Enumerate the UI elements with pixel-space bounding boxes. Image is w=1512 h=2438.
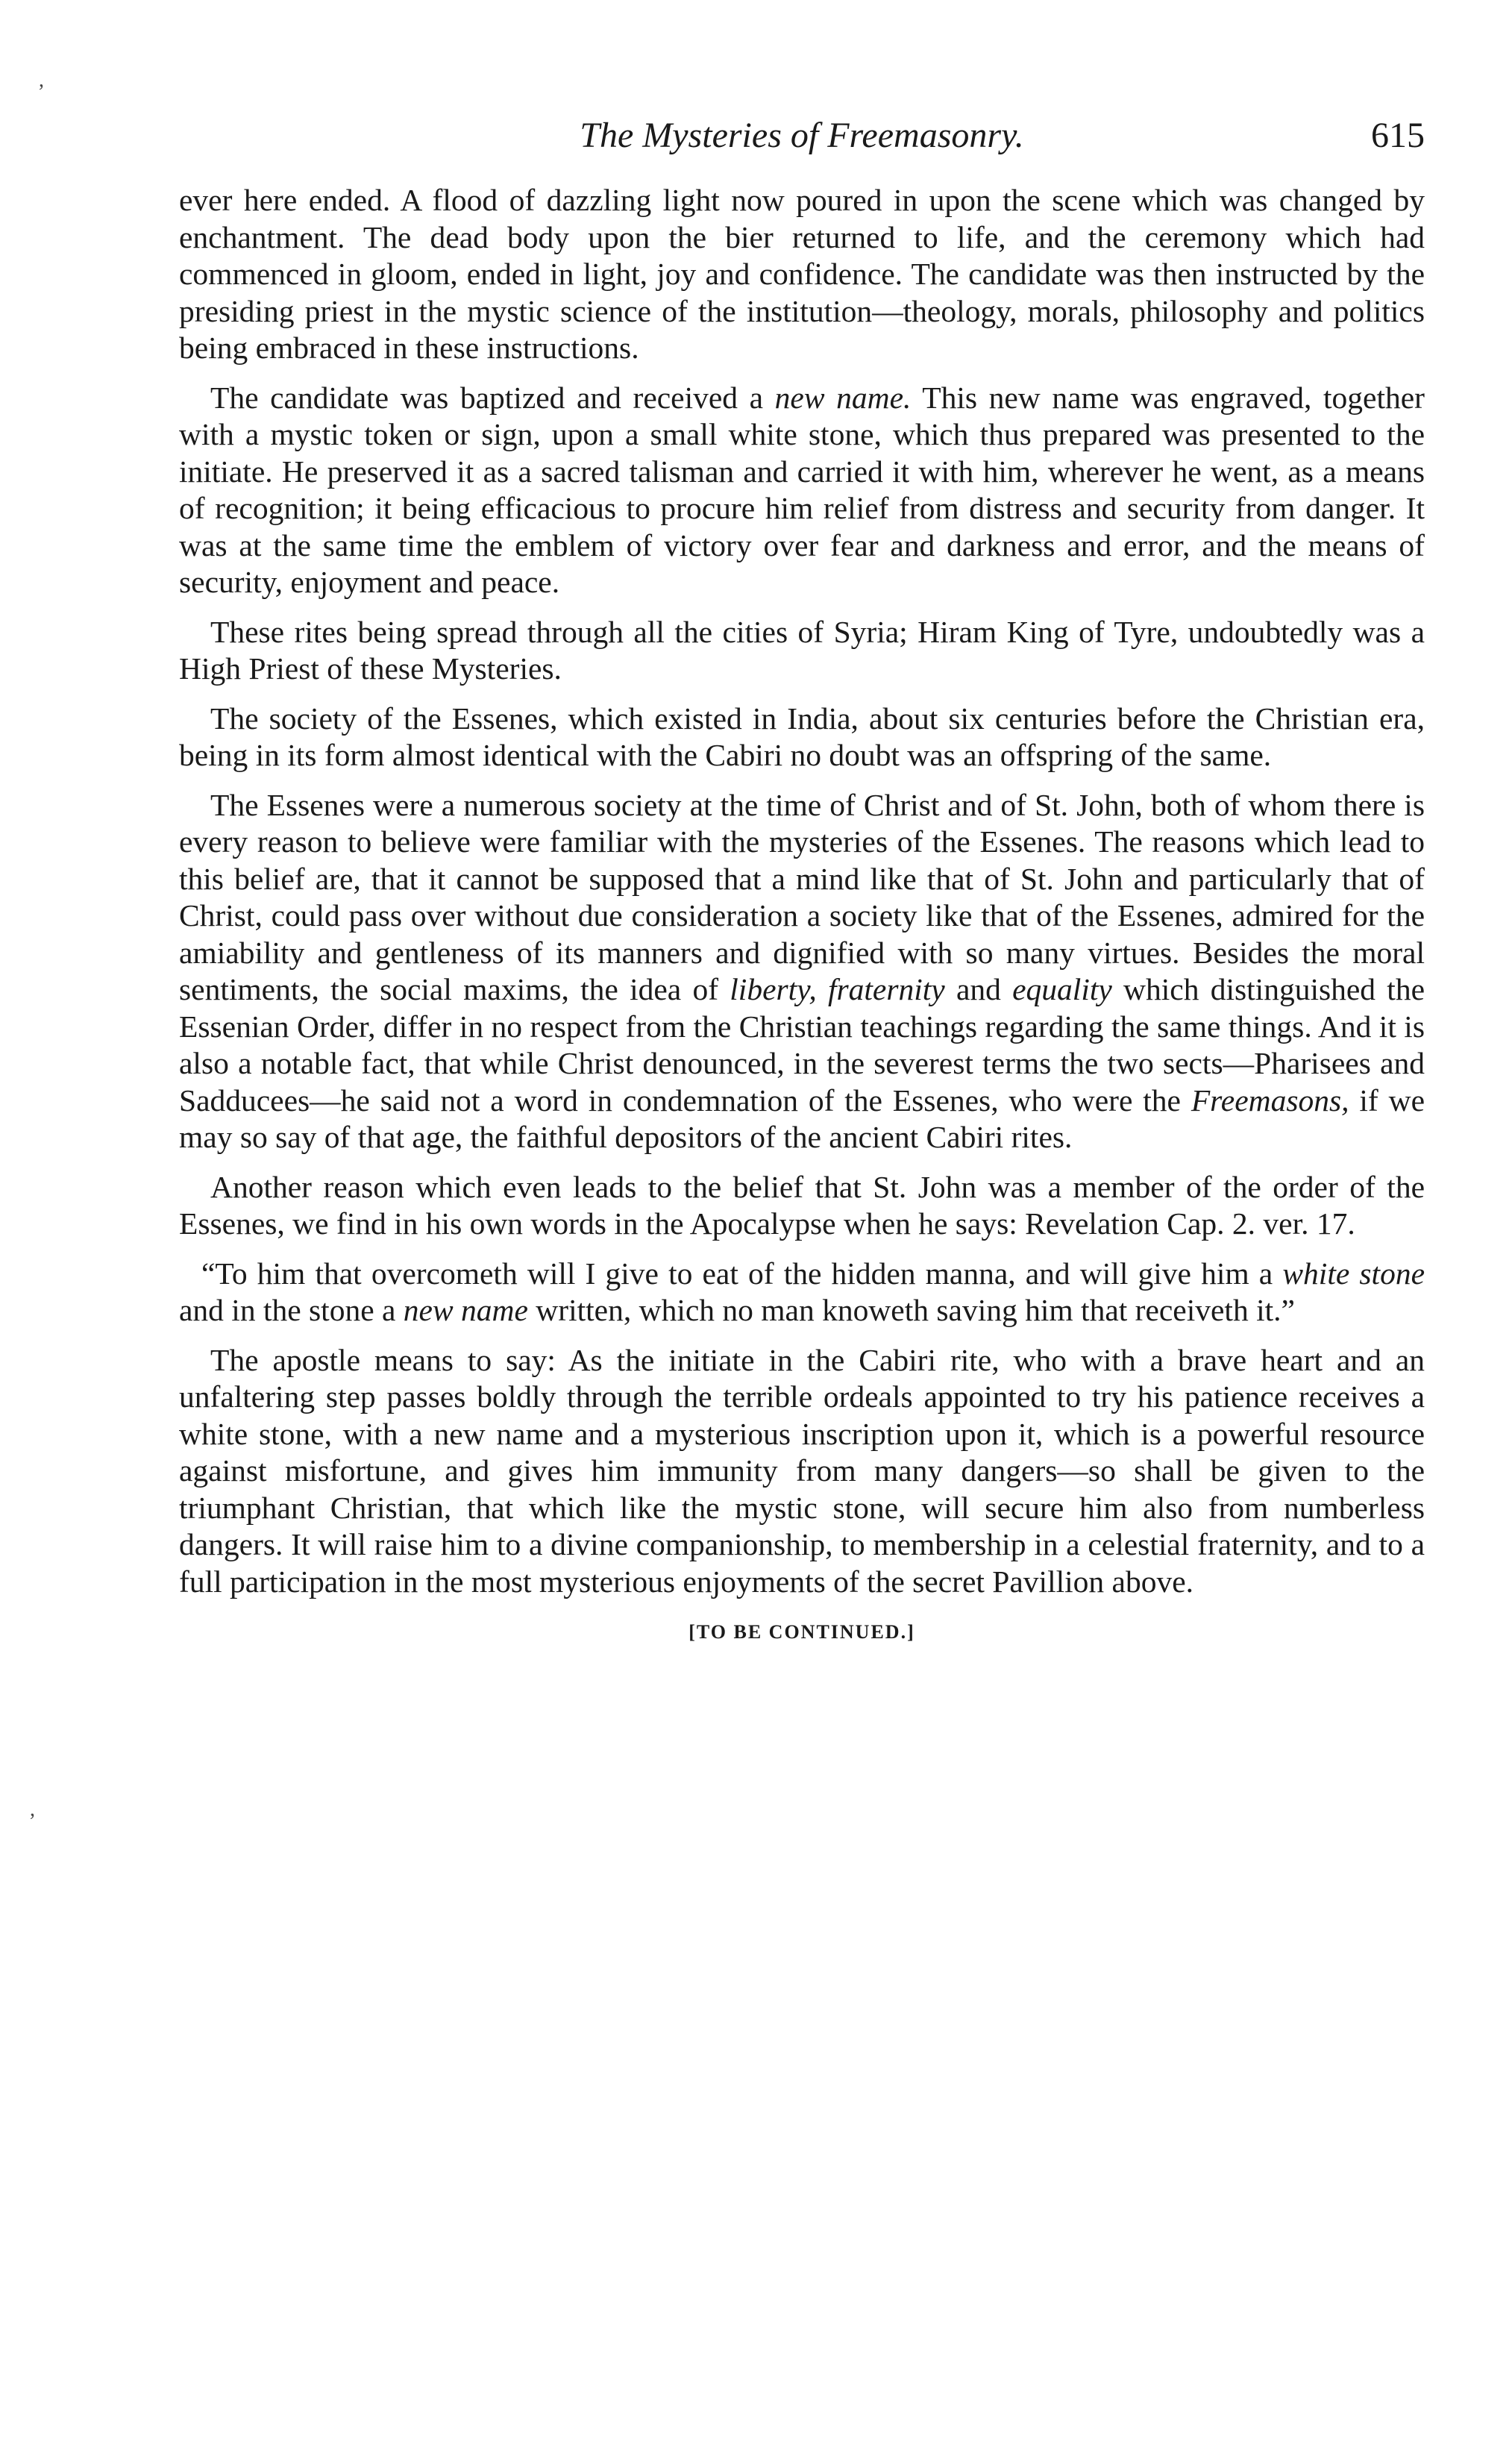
text-run: and in the stone a xyxy=(179,1293,404,1327)
text-run: “To him that overcometh will I give to eat of the hidden manna, and will give him a xyxy=(201,1256,1283,1291)
document-page xyxy=(179,112,1425,1643)
text-run: The apostle means to say: As the initiate in the Cabiri rite, who with a brave heart and an unfaltering step passes boldly through the terrible ordeals appointed to try his patience receives a white stone, with a new name and a mysterious inscription upon it, which is a powerful resource against misfortune, and gives him immunity from many dangers—so shall be given to the triumphant Christian, that which like the mystic stone, will secure him also from numberless dangers. It will raise him to a divine companionship, to membership in a celestial fraternity, and to a full participation in the most mysterious enjoyments of the secret Pavillion above. xyxy=(179,1342,1425,1599)
text-run: ever here ended. A flood of dazzling light now poured in upon the scene which was changed by enchantment. The dead body upon the bier returned to life, and the ceremony which had commenced in gloom, ended in light, joy and confidence. The candidate was then instructed by the presiding priest in the mystic science of the institution—theology, morals, philosophy and politics being embraced in these instructions. xyxy=(179,183,1425,365)
paragraph xyxy=(179,787,1425,1156)
text-run: This new name was engraved, together with a mystic token or sign, upon a small white stone, which thus prepared was presented to the initiate. He preserved it as a sacred talisman and carried it with him, wherever he went, as a means of recognition; it being efficacious to procure him relief from distress and security from danger. It was at the same time the emblem of victory over fear and darkness and error, and the means of security, enjoyment and peace. xyxy=(179,380,1425,599)
text-run: The candidate was baptized and received a xyxy=(210,380,775,415)
quoted-passage xyxy=(179,1256,1425,1329)
paragraph xyxy=(179,1342,1425,1601)
text-run: The society of the Essenes, which existed in India, about six centuries before the Christian era, being in its form almost identical with the Cabiri no doubt was an offspring of the same. xyxy=(179,701,1425,772)
running-head xyxy=(179,112,1425,172)
text-run: Another reason which even leads to the belief that St. John was a member of the order of the Essenes, we find in his own words in the Apocalypse when he says: Revelation Cap. 2. ver. 17. xyxy=(179,1169,1425,1241)
italic-text: new name xyxy=(403,1293,528,1327)
text-run: written, which no man knoweth saving him that receiveth it.” xyxy=(527,1293,1295,1327)
text-run: if we may so say of that age, the faithful depositors of the ancient Cabiri rites. xyxy=(179,1082,1425,1154)
body-text xyxy=(179,182,1425,1600)
text-run: The Essenes were a numerous society at the time of Christ and of St. John, both of whom there is every reason to believe were familiar with the mysteries of the Essenes. The reasons which lead to this belief are, that it cannot be supposed that a mind like that of St. John and particularly that of Christ, could pass over without due consideration a society like that of the Essenes, admired for the amiability and gentleness of its manners and dignified with so many virtues. Besides the moral sentiments, the social maxims, the idea of xyxy=(179,787,1425,1006)
text-run: which distinguished the Essenian Order, differ in no respect from the Christian teachings regarding the same things. And it is also a notable fact, that while Christ denounced, in the severest terms the two sects—Pharisees and Sadducees—he said not a word in condemnation of the Essenes, who were the xyxy=(179,972,1425,1118)
paragraph xyxy=(179,614,1425,688)
italic-text: equality xyxy=(1012,972,1112,1006)
italic-text: liberty, fraternity xyxy=(730,972,945,1006)
text-run: and xyxy=(944,972,1013,1006)
paragraph xyxy=(179,182,1425,367)
continued-note: [TO BE CONTINUED.] xyxy=(688,1621,915,1643)
paragraph xyxy=(179,701,1425,774)
italic-text: new name. xyxy=(774,380,912,415)
running-title: The Mysteries of Freemasonry. xyxy=(580,116,1024,155)
text-run: These rites being spread through all the cities of Syria; Hiram King of Tyre, undoubtedly was a High Priest of these Mysteries. xyxy=(179,614,1425,686)
italic-text: white stone xyxy=(1282,1256,1425,1291)
page-number: 615 xyxy=(1371,116,1425,155)
paragraph xyxy=(179,1169,1425,1243)
paragraph xyxy=(179,380,1425,601)
margin-mark-top: , xyxy=(39,69,44,92)
margin-mark-middle: , xyxy=(30,1798,35,1821)
italic-text: Freemasons, xyxy=(1191,1082,1349,1118)
